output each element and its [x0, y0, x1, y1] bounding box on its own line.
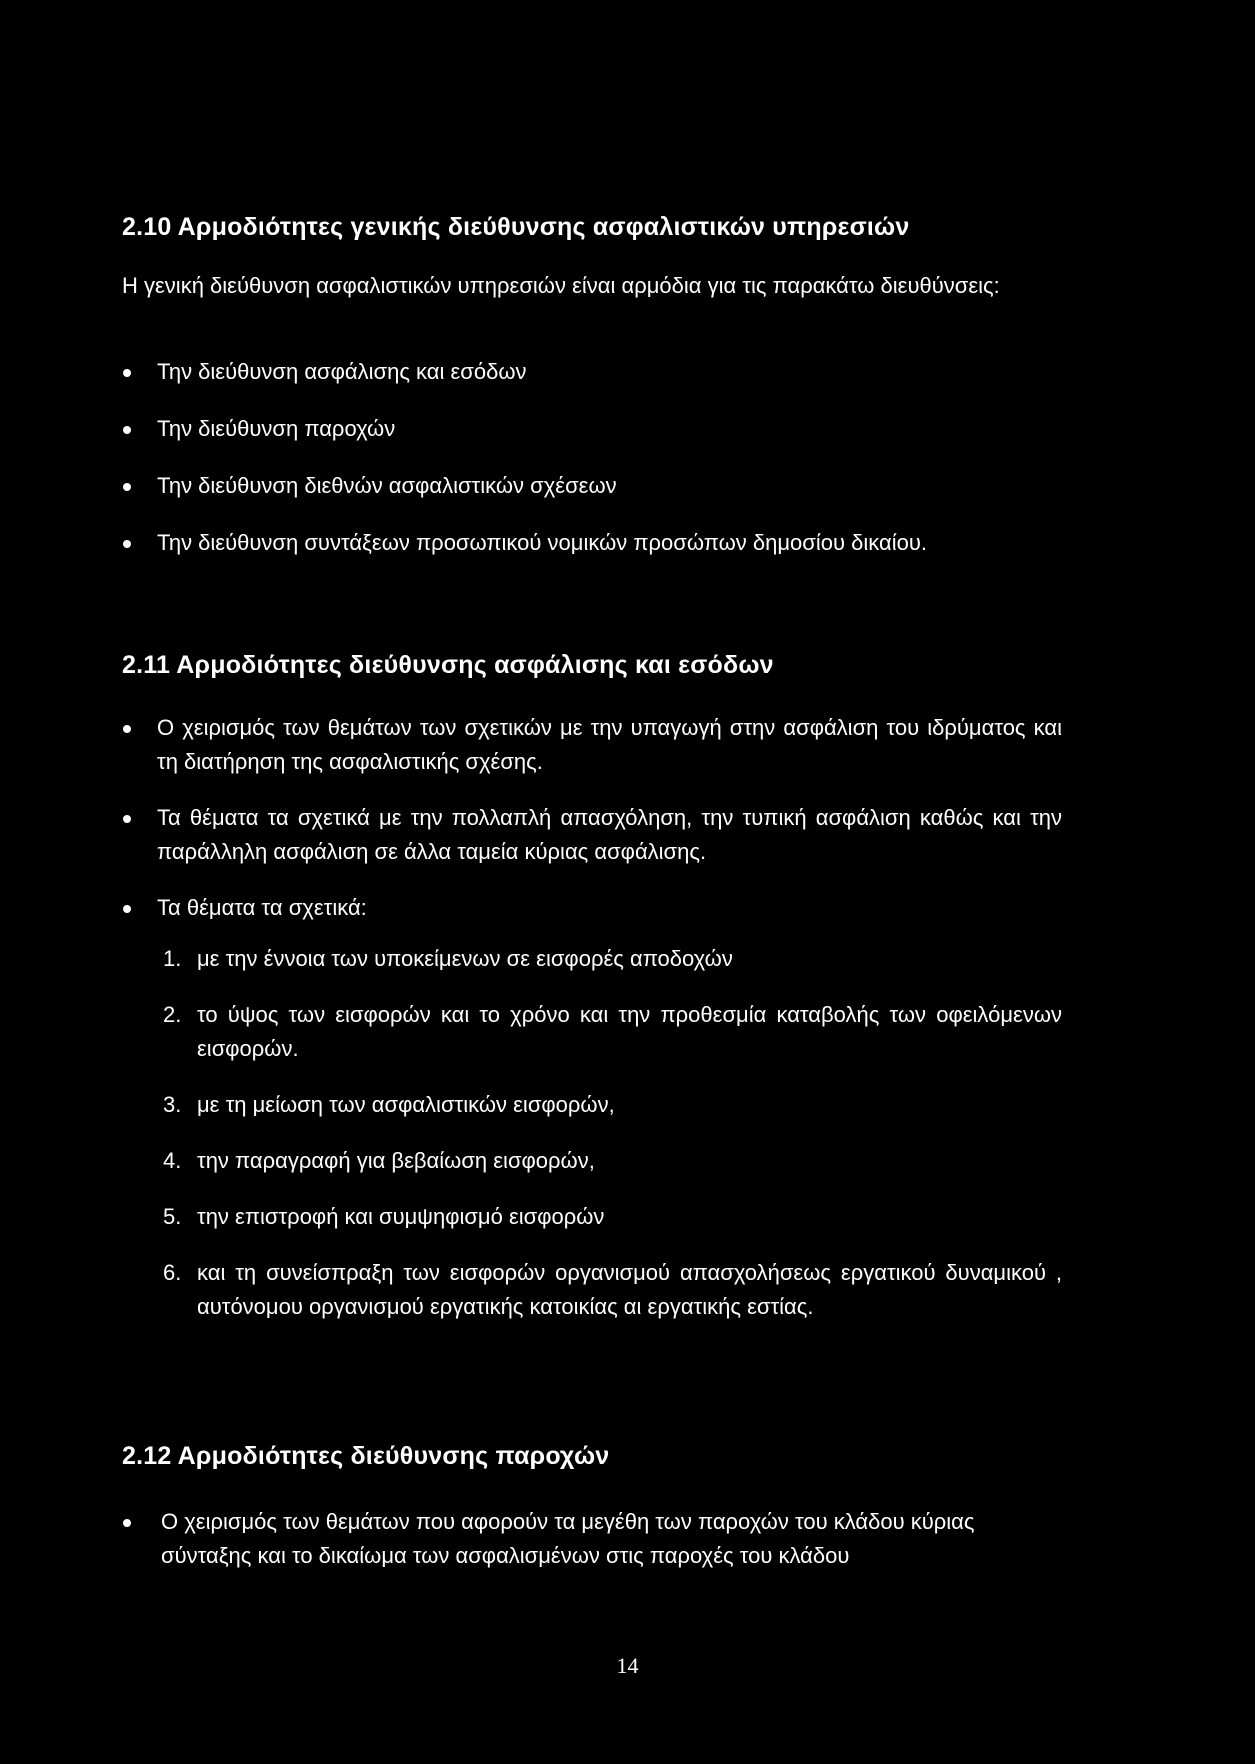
- list-item: 6. και τη συνείσπραξη των εισφορών οργανισμού απασχολήσεως εργατικού δυναμικού , αυτόνομου οργανισμού εργατικής κατοικίας αι εργατικής εστίας.: [163, 1260, 1062, 1319]
- list-item: 2. το ύψος των εισφορών και το χρόνο και την προθεσμία καταβολής των οφειλόμενων εισφορών.: [163, 1002, 1062, 1061]
- section-heading-2-10: 2.10 Αρμοδιότητες γενικής διεύθυνσης ασφαλιστικών υπηρεσιών: [122, 213, 910, 241]
- page-number: 14: [616, 1653, 639, 1678]
- section-heading-2-12: 2.12 Αρμοδιότητες διεύθυνσης παροχών: [122, 1442, 610, 1470]
- list-item: Την διεύθυνση συντάξεων προσωπικού νομικών προσώπων δημοσίου δικαίου.: [157, 526, 1017, 560]
- list-item: Την διεύθυνση ασφάλισης και εσόδων: [157, 355, 1017, 389]
- bullet-icon: [123, 369, 131, 377]
- list-item: Την διεύθυνση παροχών: [157, 412, 1017, 446]
- list-item: Τα θέματα τα σχετικά:: [157, 891, 1062, 925]
- bullet-icon: [123, 725, 131, 733]
- bullet-icon: [123, 540, 131, 548]
- related-matters-list: [163, 942, 1062, 1324]
- insurance-revenue-list: [157, 711, 1062, 925]
- list-item: 3. με τη μείωση των ασφαλιστικών εισφορών,: [163, 1092, 615, 1117]
- bullet-icon: [123, 483, 131, 491]
- list-item: Την διεύθυνση διεθνών ασφαλιστικών σχέσεων: [157, 469, 1017, 503]
- list-item: Τα θέματα τα σχετικά με την πολλαπλή απασχόληση, την τυπική ασφάλιση καθώς και την παράλληλη ασφάλιση σε άλλα ταμεία κύριας ασφάλισης.: [157, 801, 1062, 869]
- bullet-icon: [123, 1519, 131, 1527]
- list-item: 1. με την έννοια των υποκείμενων σε εισφορές αποδοχών: [163, 946, 733, 971]
- list-item: 4. την παραγραφή για βεβαίωση εισφορών,: [163, 1148, 595, 1173]
- list-item: Ο χειρισμός των θεμάτων των σχετικών με την υπαγωγή στην ασφάλιση του ιδρύματος και τη διατήρηση της ασφαλιστικής σχέσης.: [157, 711, 1062, 779]
- list-item: Ο χειρισμός των θεμάτων που αφορούν τα μεγέθη των παροχών του κλάδου κύριας σύνταξης και το δικαίωμα των ασφαλισμένων στις παροχές του κλάδου: [161, 1505, 1041, 1573]
- bullet-icon: [123, 426, 131, 434]
- list-item: 5. την επιστροφή και συμψηφισμό εισφορών: [163, 1204, 605, 1229]
- bullet-icon: [123, 815, 131, 823]
- directorates-list: [157, 355, 1017, 560]
- bullet-icon: [123, 905, 131, 913]
- benefits-list: [161, 1505, 1041, 1573]
- section-heading-2-11: 2.11 Αρμοδιότητες διεύθυνσης ασφάλισης και εσόδων: [122, 651, 774, 679]
- intro-paragraph: Η γενική διεύθυνση ασφαλιστικών υπηρεσιών είναι αρμόδια για τις παρακάτω διευθύνσεις:: [122, 273, 1000, 298]
